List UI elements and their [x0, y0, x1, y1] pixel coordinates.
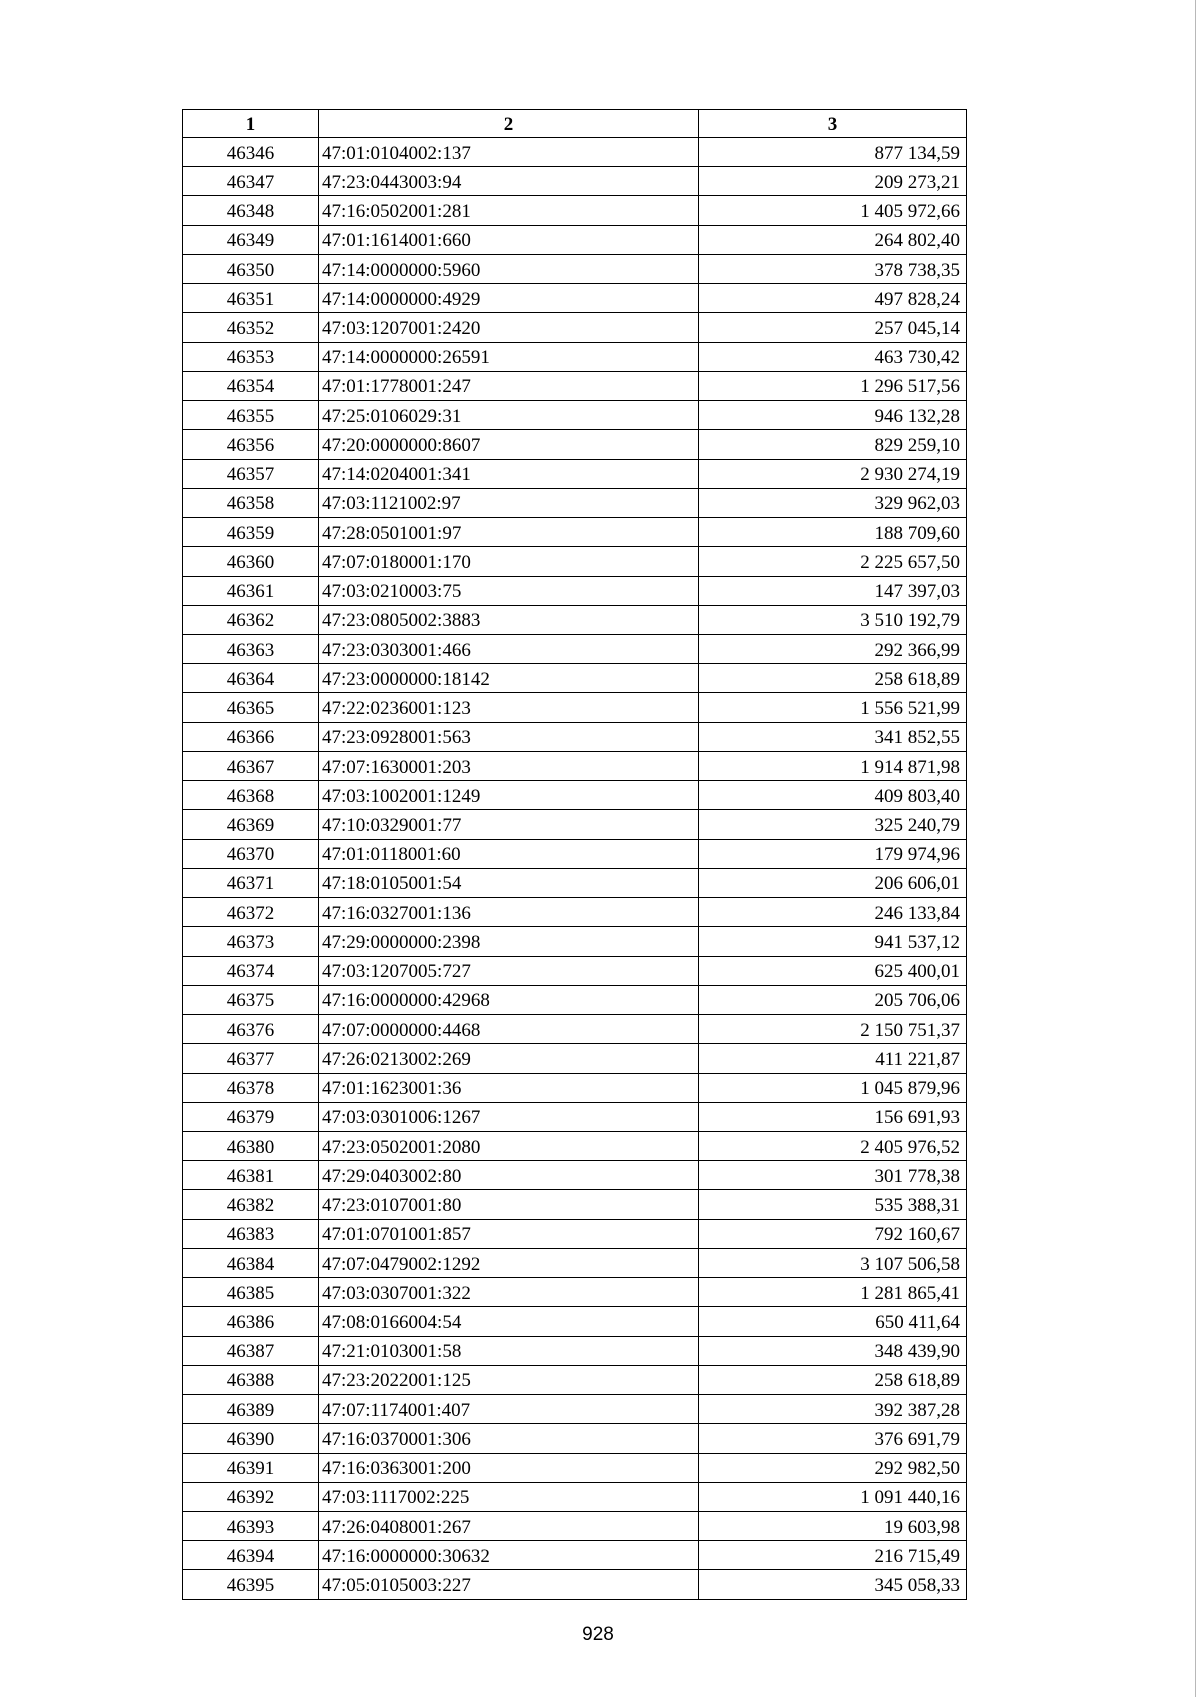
- row-number-cell: 46393: [183, 1512, 319, 1541]
- cadastral-number-cell: 47:07:0180001:170: [319, 547, 699, 576]
- row-number-cell: 46381: [183, 1161, 319, 1190]
- cadastral-number-cell: 47:08:0166004:54: [319, 1307, 699, 1336]
- value-cell: 3 107 506,58: [699, 1248, 967, 1277]
- row-number-cell: 46350: [183, 254, 319, 283]
- value-cell: 535 388,31: [699, 1190, 967, 1219]
- table-row: [183, 518, 967, 547]
- table-row: [183, 956, 967, 985]
- row-number-cell: 46390: [183, 1424, 319, 1453]
- table-row: [183, 430, 967, 459]
- table-row: [183, 1044, 967, 1073]
- cadastral-number-cell: 47:03:0210003:75: [319, 576, 699, 605]
- table-row: [183, 1307, 967, 1336]
- table-row: [183, 138, 967, 167]
- table-row: [183, 401, 967, 430]
- row-number-cell: 46375: [183, 985, 319, 1014]
- cadastral-number-cell: 47:21:0103001:58: [319, 1336, 699, 1365]
- cadastral-number-cell: 47:07:0479002:1292: [319, 1248, 699, 1277]
- value-cell: 257 045,14: [699, 313, 967, 342]
- cadastral-number-cell: 47:26:0408001:267: [319, 1512, 699, 1541]
- row-number-cell: 46353: [183, 342, 319, 371]
- table-row: [183, 196, 967, 225]
- value-cell: 205 706,06: [699, 985, 967, 1014]
- value-cell: 264 802,40: [699, 225, 967, 254]
- table-row: [183, 1073, 967, 1102]
- row-number-cell: 46394: [183, 1541, 319, 1570]
- row-number-cell: 46347: [183, 167, 319, 196]
- data-table: [182, 109, 967, 1600]
- table-row: [183, 547, 967, 576]
- value-cell: 792 160,67: [699, 1219, 967, 1248]
- cadastral-number-cell: 47:28:0501001:97: [319, 518, 699, 547]
- page-number: 928: [582, 1624, 614, 1645]
- table-row: [183, 371, 967, 400]
- row-number-cell: 46377: [183, 1044, 319, 1073]
- row-number-cell: 46388: [183, 1365, 319, 1394]
- row-number-cell: 46384: [183, 1248, 319, 1277]
- cadastral-number-cell: 47:23:2022001:125: [319, 1365, 699, 1394]
- row-number-cell: 46352: [183, 313, 319, 342]
- row-number-cell: 46362: [183, 605, 319, 634]
- cadastral-number-cell: 47:07:0000000:4468: [319, 1015, 699, 1044]
- value-cell: 19 603,98: [699, 1512, 967, 1541]
- value-cell: 2 405 976,52: [699, 1131, 967, 1160]
- cadastral-number-cell: 47:16:0000000:30632: [319, 1541, 699, 1570]
- cadastral-number-cell: 47:18:0105001:54: [319, 868, 699, 897]
- value-cell: 376 691,79: [699, 1424, 967, 1453]
- value-cell: 147 397,03: [699, 576, 967, 605]
- table-row: [183, 751, 967, 780]
- table-row: [183, 1131, 967, 1160]
- table-body: [183, 138, 967, 1600]
- table-row: [183, 693, 967, 722]
- cadastral-number-cell: 47:23:0303001:466: [319, 634, 699, 663]
- table-row: [183, 1541, 967, 1570]
- table-row: [183, 167, 967, 196]
- page-edge-line: [1195, 0, 1196, 1697]
- row-number-cell: 46385: [183, 1278, 319, 1307]
- cadastral-number-cell: 47:01:1778001:247: [319, 371, 699, 400]
- cadastral-number-cell: 47:29:0403002:80: [319, 1161, 699, 1190]
- cadastral-number-cell: 47:23:0443003:94: [319, 167, 699, 196]
- value-cell: 341 852,55: [699, 722, 967, 751]
- value-cell: 188 709,60: [699, 518, 967, 547]
- row-number-cell: 46391: [183, 1453, 319, 1482]
- cadastral-number-cell: 47:25:0106029:31: [319, 401, 699, 430]
- cadastral-number-cell: 47:01:1614001:660: [319, 225, 699, 254]
- table-row: [183, 1015, 967, 1044]
- value-cell: 156 691,93: [699, 1102, 967, 1131]
- cadastral-number-cell: 47:01:1623001:36: [319, 1073, 699, 1102]
- value-cell: 246 133,84: [699, 898, 967, 927]
- table-row: [183, 839, 967, 868]
- value-cell: 258 618,89: [699, 1365, 967, 1394]
- cadastral-number-cell: 47:23:0000000:18142: [319, 664, 699, 693]
- cadastral-number-cell: 47:23:0805002:3883: [319, 605, 699, 634]
- value-cell: 1 296 517,56: [699, 371, 967, 400]
- row-number-cell: 46363: [183, 634, 319, 663]
- row-number-cell: 46346: [183, 138, 319, 167]
- value-cell: 409 803,40: [699, 781, 967, 810]
- value-cell: 946 132,28: [699, 401, 967, 430]
- value-cell: 3 510 192,79: [699, 605, 967, 634]
- cadastral-number-cell: 47:14:0000000:4929: [319, 284, 699, 313]
- cadastral-number-cell: 47:26:0213002:269: [319, 1044, 699, 1073]
- cadastral-number-cell: 47:03:1117002:225: [319, 1482, 699, 1511]
- table-row: [183, 1219, 967, 1248]
- cadastral-number-cell: 47:23:0928001:563: [319, 722, 699, 751]
- table-row: [183, 459, 967, 488]
- table-row: [183, 985, 967, 1014]
- table-row: [183, 1336, 967, 1365]
- row-number-cell: 46376: [183, 1015, 319, 1044]
- cadastral-number-cell: 47:03:0307001:322: [319, 1278, 699, 1307]
- cadastral-number-cell: 47:23:0502001:2080: [319, 1131, 699, 1160]
- row-number-cell: 46356: [183, 430, 319, 459]
- value-cell: 1 045 879,96: [699, 1073, 967, 1102]
- row-number-cell: 46358: [183, 488, 319, 517]
- cadastral-number-cell: 47:03:1121002:97: [319, 488, 699, 517]
- cadastral-number-cell: 47:16:0502001:281: [319, 196, 699, 225]
- row-number-cell: 46359: [183, 518, 319, 547]
- row-number-cell: 46367: [183, 751, 319, 780]
- value-cell: 2 930 274,19: [699, 459, 967, 488]
- cadastral-number-cell: 47:07:1174001:407: [319, 1395, 699, 1424]
- table-row: [183, 1248, 967, 1277]
- value-cell: 829 259,10: [699, 430, 967, 459]
- table-row: [183, 664, 967, 693]
- table-row: [183, 634, 967, 663]
- table-row: [183, 605, 967, 634]
- header-cell-2: 2: [319, 110, 699, 138]
- value-cell: 650 411,64: [699, 1307, 967, 1336]
- header-cell-3: 3: [699, 110, 967, 138]
- value-cell: 292 982,50: [699, 1453, 967, 1482]
- cadastral-number-cell: 47:16:0327001:136: [319, 898, 699, 927]
- table-header: [183, 110, 967, 138]
- row-number-cell: 46351: [183, 284, 319, 313]
- row-number-cell: 46365: [183, 693, 319, 722]
- cadastral-number-cell: 47:14:0000000:5960: [319, 254, 699, 283]
- table-row: [183, 781, 967, 810]
- cadastral-number-cell: 47:23:0107001:80: [319, 1190, 699, 1219]
- table-row: [183, 225, 967, 254]
- row-number-cell: 46361: [183, 576, 319, 605]
- cadastral-number-cell: 47:20:0000000:8607: [319, 430, 699, 459]
- value-cell: 1 914 871,98: [699, 751, 967, 780]
- table-row: [183, 1424, 967, 1453]
- row-number-cell: 46383: [183, 1219, 319, 1248]
- table-row: [183, 1161, 967, 1190]
- table-row: [183, 313, 967, 342]
- cadastral-number-cell: 47:03:0301006:1267: [319, 1102, 699, 1131]
- value-cell: 877 134,59: [699, 138, 967, 167]
- cadastral-number-cell: 47:10:0329001:77: [319, 810, 699, 839]
- cadastral-number-cell: 47:16:0363001:200: [319, 1453, 699, 1482]
- cadastral-number-cell: 47:22:0236001:123: [319, 693, 699, 722]
- table-row: [183, 1278, 967, 1307]
- row-number-cell: 46369: [183, 810, 319, 839]
- value-cell: 258 618,89: [699, 664, 967, 693]
- table-row: [183, 898, 967, 927]
- cadastral-number-cell: 47:05:0105003:227: [319, 1570, 699, 1599]
- cadastral-number-cell: 47:03:1207005:727: [319, 956, 699, 985]
- table-row: [183, 810, 967, 839]
- value-cell: 1 091 440,16: [699, 1482, 967, 1511]
- row-number-cell: 46355: [183, 401, 319, 430]
- value-cell: 216 715,49: [699, 1541, 967, 1570]
- row-number-cell: 46372: [183, 898, 319, 927]
- table-row: [183, 1190, 967, 1219]
- value-cell: 348 439,90: [699, 1336, 967, 1365]
- value-cell: 179 974,96: [699, 839, 967, 868]
- row-number-cell: 46370: [183, 839, 319, 868]
- row-number-cell: 46380: [183, 1131, 319, 1160]
- table-row: [183, 576, 967, 605]
- cadastral-number-cell: 47:01:0118001:60: [319, 839, 699, 868]
- row-number-cell: 46379: [183, 1102, 319, 1131]
- value-cell: 206 606,01: [699, 868, 967, 897]
- row-number-cell: 46364: [183, 664, 319, 693]
- table-row: [183, 1395, 967, 1424]
- cadastral-number-cell: 47:14:0000000:26591: [319, 342, 699, 371]
- table-row: [183, 1512, 967, 1541]
- row-number-cell: 46354: [183, 371, 319, 400]
- value-cell: 392 387,28: [699, 1395, 967, 1424]
- cadastral-number-cell: 47:29:0000000:2398: [319, 927, 699, 956]
- value-cell: 378 738,35: [699, 254, 967, 283]
- table-row: [183, 284, 967, 313]
- header-row: [183, 110, 967, 138]
- row-number-cell: 46395: [183, 1570, 319, 1599]
- row-number-cell: 46368: [183, 781, 319, 810]
- value-cell: 292 366,99: [699, 634, 967, 663]
- row-number-cell: 46389: [183, 1395, 319, 1424]
- table-row: [183, 342, 967, 371]
- cadastral-number-cell: 47:03:1002001:1249: [319, 781, 699, 810]
- value-cell: 1 405 972,66: [699, 196, 967, 225]
- row-number-cell: 46371: [183, 868, 319, 897]
- row-number-cell: 46360: [183, 547, 319, 576]
- table-row: [183, 1453, 967, 1482]
- header-cell-1: 1: [183, 110, 319, 138]
- value-cell: 463 730,42: [699, 342, 967, 371]
- value-cell: 941 537,12: [699, 927, 967, 956]
- row-number-cell: 46348: [183, 196, 319, 225]
- row-number-cell: 46386: [183, 1307, 319, 1336]
- value-cell: 411 221,87: [699, 1044, 967, 1073]
- value-cell: 1 556 521,99: [699, 693, 967, 722]
- row-number-cell: 46373: [183, 927, 319, 956]
- value-cell: 1 281 865,41: [699, 1278, 967, 1307]
- value-cell: 325 240,79: [699, 810, 967, 839]
- cadastral-number-cell: 47:01:0104002:137: [319, 138, 699, 167]
- table-row: [183, 1570, 967, 1599]
- table-row: [183, 1102, 967, 1131]
- cadastral-number-cell: 47:07:1630001:203: [319, 751, 699, 780]
- value-cell: 625 400,01: [699, 956, 967, 985]
- cadastral-number-cell: 47:03:1207001:2420: [319, 313, 699, 342]
- value-cell: 301 778,38: [699, 1161, 967, 1190]
- cadastral-number-cell: 47:16:0370001:306: [319, 1424, 699, 1453]
- row-number-cell: 46392: [183, 1482, 319, 1511]
- value-cell: 2 225 657,50: [699, 547, 967, 576]
- value-cell: 2 150 751,37: [699, 1015, 967, 1044]
- table-row: [183, 254, 967, 283]
- table-row: [183, 927, 967, 956]
- row-number-cell: 46357: [183, 459, 319, 488]
- row-number-cell: 46366: [183, 722, 319, 751]
- row-number-cell: 46387: [183, 1336, 319, 1365]
- cadastral-number-cell: 47:01:0701001:857: [319, 1219, 699, 1248]
- value-cell: 345 058,33: [699, 1570, 967, 1599]
- cadastral-number-cell: 47:14:0204001:341: [319, 459, 699, 488]
- table-row: [183, 1365, 967, 1394]
- table-row: [183, 1482, 967, 1511]
- row-number-cell: 46349: [183, 225, 319, 254]
- value-cell: 497 828,24: [699, 284, 967, 313]
- row-number-cell: 46382: [183, 1190, 319, 1219]
- cadastral-number-cell: 47:16:0000000:42968: [319, 985, 699, 1014]
- table-row: [183, 722, 967, 751]
- value-cell: 209 273,21: [699, 167, 967, 196]
- table-row: [183, 868, 967, 897]
- row-number-cell: 46374: [183, 956, 319, 985]
- table-row: [183, 488, 967, 517]
- row-number-cell: 46378: [183, 1073, 319, 1102]
- value-cell: 329 962,03: [699, 488, 967, 517]
